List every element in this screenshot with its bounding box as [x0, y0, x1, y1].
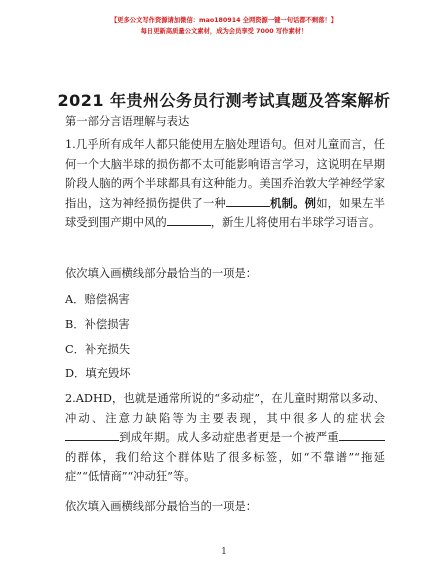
header-banner — [0, 16, 448, 36]
q1-option-b: B．补偿损害 — [65, 318, 130, 331]
q2-prompt: 依次填入画横线部分最恰当的一项是： — [65, 500, 258, 513]
q1-prompt: 依次填入画横线部分最恰当的一项是： — [65, 267, 258, 280]
question-2-stem — [65, 389, 385, 487]
page-number: 1 — [221, 547, 227, 557]
q1-text-b: 如，如果左半球受到围产期中风的 — [65, 196, 385, 230]
blank-2 — [167, 224, 211, 226]
q1-text-a: 1.几乎所有成年人都只能使用左脑处理语句。但对儿童而言，任何一个大脑半球的损伤都不太可能影响语言学习，这说明在早期阶段人脑的两个半球都具有这种能力。美国乔治敦大学神经学家指出，这为神经损伤提供了一种 — [65, 138, 385, 210]
blank-4 — [339, 439, 385, 441]
q1-text-c: ，新生儿将使用右半球学习语言。 — [210, 216, 381, 230]
q2-text-b: 到成年期。成人多动症患者更是一个被严重 — [119, 431, 339, 445]
q2-text-c: 的群体，我们给这个群体贴了很多标签，如“不靠谱”“拖延症”“低情商”“冲动狂”等。 — [65, 450, 385, 484]
q1-text-bold: 机制。例 — [269, 195, 317, 210]
section-heading: 第一部分言语理解与表达 — [65, 115, 190, 128]
banner-line-1: 【更多公文写作资源请加微信：mao180914 全网资源一键一句话都不剩落！】 — [110, 17, 338, 24]
blank-3 — [65, 439, 119, 441]
q1-option-c: C．补充损失 — [65, 343, 131, 356]
blank-1 — [226, 205, 270, 207]
document-title: 2021 年贵州公务员行测考试真题及答案解析 — [57, 91, 391, 110]
q1-option-a: A．赔偿祸害 — [65, 293, 130, 306]
q2-text-a: 2.ADHD，也就是通常所说的“多动症”，在儿童时期常以多动、冲动、注意力缺陷等为主要表现，其中很多人的症状会 — [65, 392, 385, 425]
q1-option-d: D．填充毁坏 — [65, 367, 131, 380]
banner-line-2: 每日更新高质量公文素材，成为会员享受 7000 写作素材！ — [140, 28, 308, 35]
question-1-stem — [65, 135, 385, 233]
